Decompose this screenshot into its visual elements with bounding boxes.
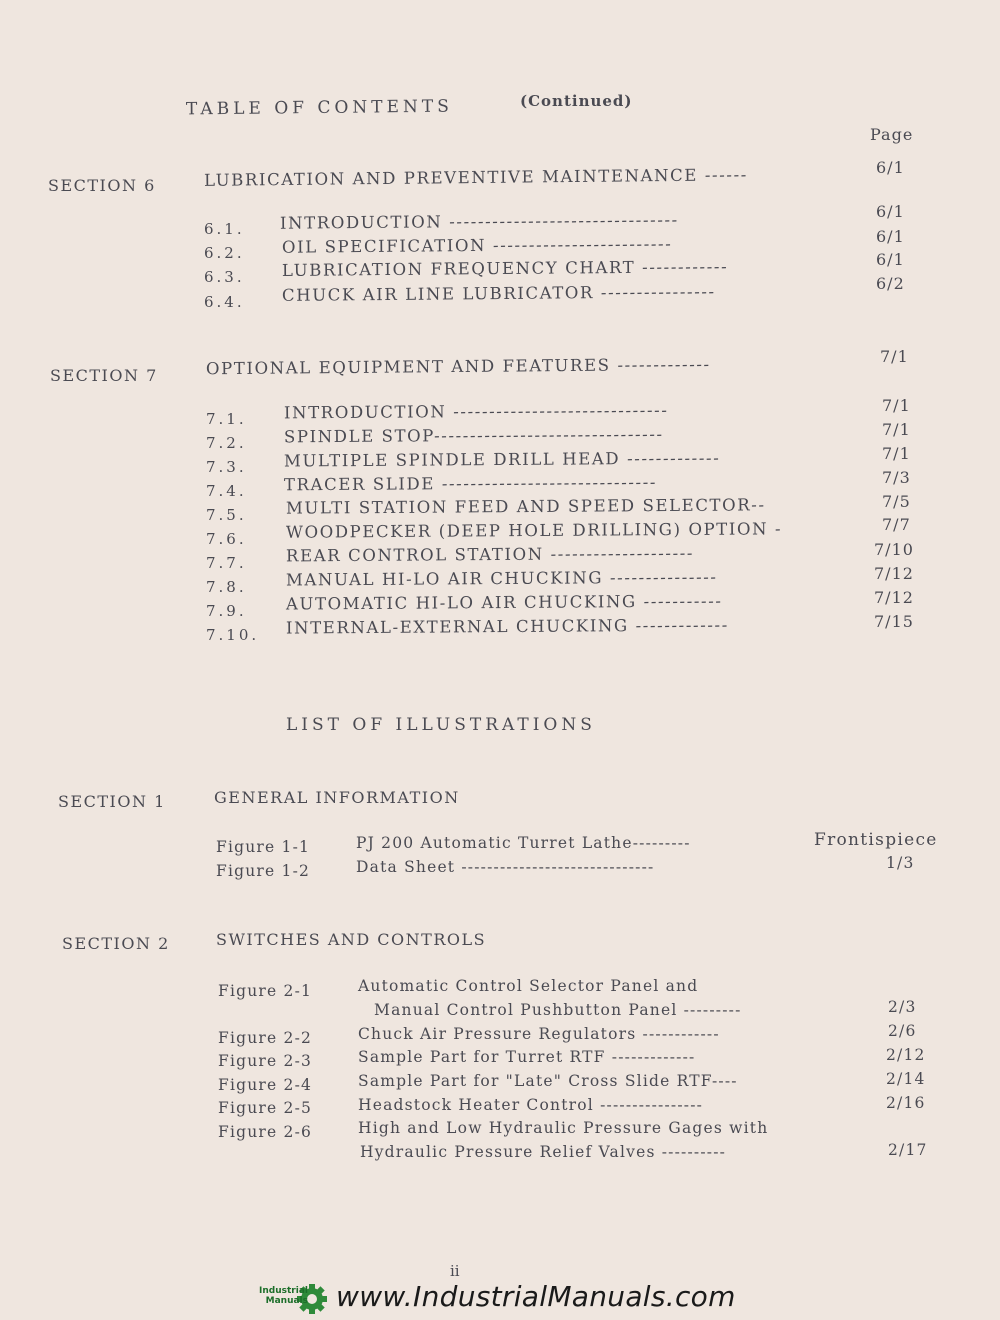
illus-section-1-title: GENERAL INFORMATION bbox=[214, 788, 460, 807]
figure-number: Figure 2-6 bbox=[218, 1123, 313, 1141]
section-6-title: LUBRICATION AND PREVENTIVE MAINTENANCE ------ bbox=[203, 165, 748, 190]
logo-text-line1: Industrial bbox=[259, 1286, 308, 1296]
figure-title: Automatic Control Selector Panel and bbox=[358, 977, 699, 995]
toc-continued: (Continued) bbox=[520, 92, 633, 110]
page-column-label: Page bbox=[870, 125, 914, 144]
figure-number: Figure 2-2 bbox=[218, 1029, 313, 1047]
toc-item-title: WOODPECKER (DEEP HOLE DRILLING) OPTION - bbox=[285, 519, 783, 542]
industrial-manuals-logo bbox=[252, 1282, 332, 1316]
toc-item-page: 7/12 bbox=[874, 588, 914, 607]
toc-item-page: 7/3 bbox=[882, 468, 911, 487]
toc-item-number: 7.6. bbox=[206, 530, 247, 548]
toc-item-title: MULTIPLE SPINDLE DRILL HEAD ------------- bbox=[283, 448, 721, 471]
figure-page: 2/16 bbox=[886, 1094, 926, 1112]
toc-item-page: 7/15 bbox=[874, 612, 914, 631]
toc-item-title: LUBRICATION FREQUENCY CHART ------------ bbox=[281, 257, 729, 280]
toc-item-number: 7.7. bbox=[206, 554, 247, 572]
toc-item-title: MULTI STATION FEED AND SPEED SELECTOR-- bbox=[285, 495, 766, 518]
illus-section-2-title: SWITCHES AND CONTROLS bbox=[216, 930, 487, 949]
toc-item-title: CHUCK AIR LINE LUBRICATOR ---------------- bbox=[281, 282, 716, 305]
toc-item-number: 7.8. bbox=[206, 578, 247, 596]
section-7-title: OPTIONAL EQUIPMENT AND FEATURES ------------- bbox=[205, 354, 711, 379]
figure-title: Sample Part for "Late" Cross Slide RTF---- bbox=[358, 1072, 738, 1090]
toc-item-title: SPINDLE STOP-------------------------------- bbox=[283, 424, 664, 447]
toc-item-title: INTRODUCTION -------------------------------- bbox=[279, 210, 679, 233]
toc-item-title: INTRODUCTION ------------------------------ bbox=[283, 400, 669, 423]
section-6-label: SECTION 6 bbox=[48, 176, 156, 195]
toc-item-title: INTERNAL-EXTERNAL CHUCKING ------------- bbox=[285, 615, 729, 638]
figure-page: 2/3 bbox=[888, 998, 917, 1016]
illus-section-2-label: SECTION 2 bbox=[62, 934, 170, 953]
toc-item-page: 7/5 bbox=[882, 492, 911, 511]
figure-number: Figure 2-1 bbox=[218, 982, 313, 1000]
toc-item-title: AUTOMATIC HI-LO AIR CHUCKING ----------- bbox=[285, 591, 723, 614]
illus-section-1-label: SECTION 1 bbox=[58, 792, 166, 811]
section-6-page: 6/1 bbox=[876, 158, 905, 177]
toc-item-number: 7.5. bbox=[206, 506, 247, 524]
toc-title: TABLE OF CONTENTS bbox=[185, 96, 453, 120]
toc-item-title: REAR CONTROL STATION -------------------- bbox=[285, 543, 695, 566]
figure-title: Headstock Heater Control ---------------- bbox=[358, 1096, 704, 1114]
figure-title: Chuck Air Pressure Regulators ------------ bbox=[358, 1025, 720, 1043]
toc-item-number: 6.2. bbox=[204, 244, 245, 262]
website-url[interactable]: www.IndustrialManuals.com bbox=[336, 1280, 736, 1313]
toc-item-page: 6/1 bbox=[876, 250, 905, 269]
logo-text-line2: Manuals bbox=[265, 1296, 308, 1306]
figure-number: Figure 1-1 bbox=[216, 838, 311, 856]
figure-number: Figure 1-2 bbox=[216, 862, 311, 880]
toc-item-title: TRACER SLIDE ------------------------------ bbox=[283, 472, 658, 495]
toc-item-page: 6/1 bbox=[876, 227, 905, 246]
figure-title-continued: Hydraulic Pressure Relief Valves ---------- bbox=[360, 1143, 727, 1161]
toc-item-page: 7/1 bbox=[882, 420, 911, 439]
toc-item-page: 7/7 bbox=[882, 515, 911, 534]
toc-item-number: 7.9. bbox=[206, 602, 247, 620]
toc-item-number: 7.2. bbox=[206, 434, 247, 452]
illustrations-title: LIST OF ILLUSTRATIONS bbox=[286, 715, 596, 735]
figure-title: High and Low Hydraulic Pressure Gages with bbox=[358, 1119, 769, 1137]
figure-title: PJ 200 Automatic Turret Lathe--------- bbox=[356, 834, 691, 852]
section-7-page: 7/1 bbox=[880, 347, 909, 366]
toc-item-page: 7/1 bbox=[882, 396, 911, 415]
figure-title-continued: Manual Control Pushbutton Panel --------- bbox=[374, 1001, 742, 1019]
toc-item-number: 6.4. bbox=[204, 293, 245, 311]
figure-page: 2/6 bbox=[888, 1022, 917, 1040]
figure-number: Figure 2-3 bbox=[218, 1052, 313, 1070]
toc-item-number: 6.1. bbox=[204, 220, 245, 238]
toc-item-page: 7/10 bbox=[874, 540, 914, 559]
toc-item-title: MANUAL HI-LO AIR CHUCKING --------------- bbox=[285, 567, 718, 590]
toc-item-page: 7/12 bbox=[874, 564, 914, 583]
section-7-label: SECTION 7 bbox=[50, 366, 158, 385]
toc-item-number: 6.3. bbox=[204, 268, 245, 286]
figure-page: 2/17 bbox=[888, 1141, 928, 1159]
toc-item-page: 7/1 bbox=[882, 444, 911, 463]
figure-title: Sample Part for Turret RTF ------------- bbox=[358, 1048, 696, 1066]
figure-page: 1/3 bbox=[886, 854, 915, 872]
figure-number: Figure 2-5 bbox=[218, 1099, 313, 1117]
figure-title: Data Sheet ------------------------------ bbox=[356, 858, 655, 876]
toc-item-page: 6/1 bbox=[876, 202, 905, 221]
figure-page: 2/12 bbox=[886, 1046, 926, 1064]
figure-page: Frontispiece bbox=[814, 830, 938, 850]
toc-item-number: 7.1. bbox=[206, 410, 247, 428]
toc-item-number: 7.10. bbox=[206, 626, 260, 644]
toc-item-title: OIL SPECIFICATION ------------------------- bbox=[281, 234, 673, 257]
figure-number: Figure 2-4 bbox=[218, 1076, 313, 1094]
figure-page: 2/14 bbox=[886, 1070, 926, 1088]
toc-item-number: 7.3. bbox=[206, 458, 247, 476]
toc-item-number: 7.4. bbox=[206, 482, 247, 500]
toc-item-page: 6/2 bbox=[876, 274, 905, 293]
page-number: ii bbox=[450, 1262, 460, 1280]
